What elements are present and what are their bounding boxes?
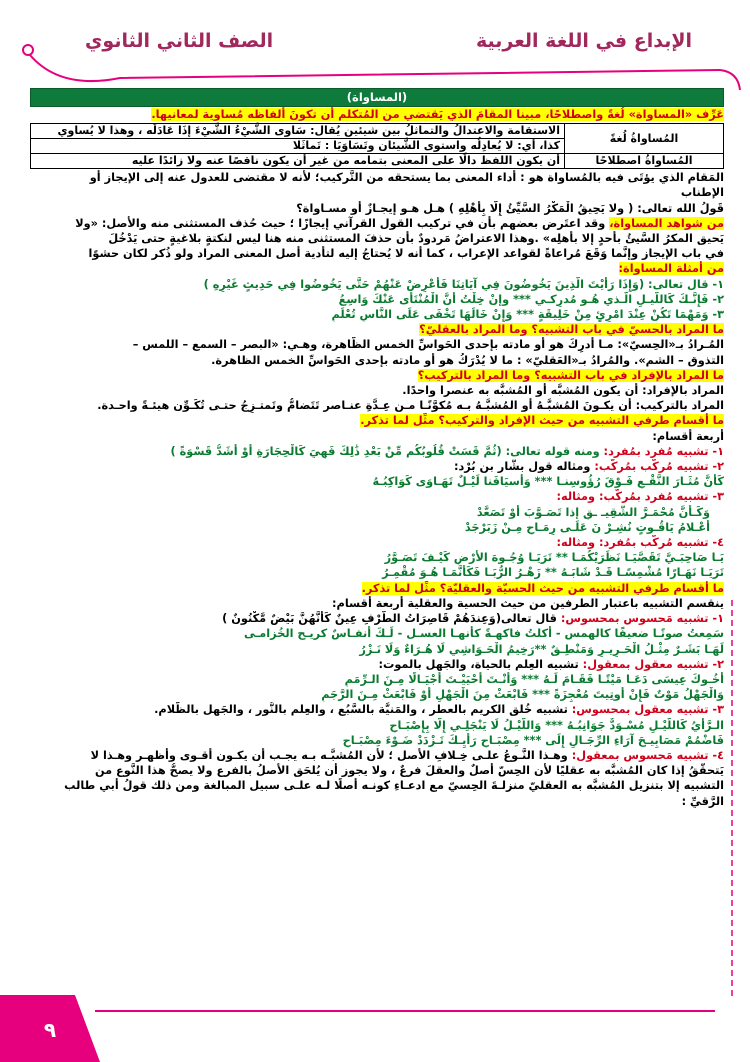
grade-title: الصف الثاني الثانوي — [85, 30, 274, 52]
maqam-line-1: المَقام الذي يؤتَى فيه بالمُساواة هو : أداء المعنى بما يستحقه من التَّركيب؛ لأنه لا مقتضى للعدول عنه إلى الإيجاز أو — [89, 171, 724, 185]
h-type-2-text: تشبيه العِلم بالحياة، والجَهل بالموت: — [378, 657, 583, 671]
maqam-line-2: الإطناب — [680, 186, 724, 200]
type-4-verse-1: يَـا صَاحِبَـيَّ تَقَصَّيَـا نَظَرَيْكُمَـا ** تَرَيَـا وُجُـوهَ الأَرْضِ كَيْـفَ تَصَـوَّرُ — [384, 551, 724, 565]
yanqasim-line: ينقسم التشبيه باعتبار الطرفين من حيث الحسية والعقلية أربعة أقسام: — [332, 596, 724, 610]
book-title: الإبداع في اللغة العربية — [475, 30, 692, 52]
hissi-line-1: المُـرادُ بـ«الحِسيّ»: مـا أُدرِكَ هو أو مادته بإحدى الحَواسِّ الخمس الظَّاهرة، وهـي: «البصر – السمع – اللمس – — [132, 338, 724, 352]
type-2-verse: كَأَنَّ مُثَـارَ النَّقْـعِ فَـوْقَ رُؤُوسِنـا *** وَأَسيَافَنا لَيْـلٌ تَهَـاوَى كَوَاكِبُـهُ — [372, 475, 724, 489]
type-3-verse-2: أَعْـلامُ يَاقُـوتٍ نُشِـرْ نَ عَلَـى رِمَـاحٍ مِـنْ زَبَرْجَدْ — [464, 520, 710, 534]
quran-question: قَولُ الله تعالى: ( ولا يَحِيقُ الْمَكْرُ السَّيِّئُ إِلَّا بِأَهْلِهِ ) هـل هـو إيجـازٌ أو مسـاواة؟ — [296, 201, 724, 215]
h-type-3-label: ٣- تشبيه معقول بمحسوس: — [571, 703, 724, 717]
h-type-1-text: قال تعالى(وَعِندَهُمْ قَاصِرَاتُ الطَّرْفِ عِينٌ كَأَنَّهُنَّ بَيْضٌ مَّكْنُونٌ ) — [222, 612, 561, 626]
term-technical: المُساواةُ اصطلاحًا — [565, 154, 724, 169]
hissi-line-2: التذوق – الشم». والمُرادُ بـ«العَقليّ» : ما لا يُدْرَكُ هو أو مادته بإحدى الحَواسِّ الخمس الظاهرة. — [211, 353, 724, 367]
h-type-2-verse-2: وَالْجَهْلُ مَوْتٌ فَإِنْ أُوتِيتَ مُعْجِزَةً *** فَابْعَثْ مِنَ الْجَهْلِ أَوْ فَابْعَثْ مِـنَ الرَّجَمِ — [321, 688, 724, 702]
h-type-4-line-2: يَتحقَّقُ إذا كان المُشبَّه به عقليًا لأن الحِسّ أصلٌ والعقلَ فرعٌ ، ولا يجوز أن يُلحَق الأصلُ بالفرع ولا يصحُّ هذا النَّوع من — [94, 764, 724, 778]
h-type-1-line-1: سَمِعتُ صوتًـا ضعيفًا كالهمس - أكلتُ فاكهـةً كأنهـا العسـل - لَـكَ أنفـاسٌ كريـح الخُزامـى — [244, 627, 724, 641]
type-1-text: ومنه قوله تعالى: (ثُمَّ قَسَتْ قُلُوبُكُم مِّنْ بَعْدِ ذَٰلِكَ فَهِيَ كَالْحِجَارَةِ أَوْ أَشَدُّ قَسْوَةً ) — [170, 444, 604, 458]
footer-line — [95, 1010, 715, 1012]
definition-linguistic-2: كذا، أي: لا يُعادِلُه واستوى الشَّيئان وتَسَاوَيَا : تَماثَلا — [31, 139, 565, 154]
h-type-1-label: ١- تشبيه مَحسوس بمحسوس: — [560, 612, 724, 626]
shawahid-line-2: يَحيق المكرُ السَّيئُ بأحدٍ إلا بأهلِه» .وهذا الاعتراضُ مَردودٌ بأن حذفَ المستثنى منه هنا ليس لنكتةٍ بلاغيةٍ حتى يَدْخُلَ — [108, 232, 724, 246]
type-2-text: ومثاله قول بشَّار بن بُرْد: — [453, 460, 595, 474]
type-4-label: ٤- تشبيه مُركَّب بمُفرد: ومثاله: — [556, 536, 724, 550]
type-3-label: ٣- تشبيه مُفرد بمُركَّب: ومثاله: — [556, 490, 724, 504]
h-type-1-line-2: لَهَـا بَشَـرٌ مِثْـلُ الْحَـرِيـرِ وَمَنْطِـقٌ **رَخِيمُ الْحَـوَاشِي لَا هُـرَاءٌ وَلَا نَـزْرُ — [359, 642, 724, 656]
shawahid-line-3: في باب الإيجاز وإنَّما وَقَعَ مُراعاةً لقواعد الإعراب ، كما أنه لا يُحتاجُ إليه لتأدية أصل المعنى المراد ولو ذُكر لكان حشوًا — [88, 247, 724, 261]
question-definition: عَرِّف «المساواة» لُغةً واصطلاحًا، مبينا المقامَ الذي يَقتضي من المُتكلم أن تكونَ ألفاظه مُساوية لمعانيها. — [151, 108, 724, 121]
type-1-label: ١- تشبيه مُفرد بمُفرد: — [603, 444, 724, 458]
definition-technical: أن يكون اللفظ دالًا على المعنى بتمامه من غير أن يكون ناقصًا عنه ولا زائدًا عليه — [31, 154, 565, 169]
h-type-4-line-3: التشبيه إلا بتنزيل المُشبَّه به العقليّ منزلـةَ الحِسيّ مع ادعـاءِ كونـه أصلًا لـه علـى سبيل المبالغة ومن ذلك قولُ أبي طالب — [64, 779, 724, 793]
h-type-2-verse-1: أَخُـوكَ عِيسَى دَعَـا مَيْتًـا فَقَـامَ لَـهُ *** وَأَنْـتَ أَحْيَيْـتَ أَجْيَـالًا مِـنَ الـرِّمَمِ — [344, 672, 724, 686]
shawahid-text: وقد اعتَرض بعضهم بأَن في تركيب القول القرآني إيجازًا ؛ حيث حُذف المستثنى منه والأصل: «ولا — [75, 216, 610, 230]
definition-linguistic-1: الاستقامة والاعتدالُ والتماثلُ بين شيئين يُقال: سَاوى الشَّيْءُ الشَّيْءَ إذَا عَادَلَه ، وهذا لا يُساوي — [31, 124, 565, 139]
page-content — [30, 88, 724, 809]
h-type-3-verse-1: الـرَّأْيُ كَاللَّيْـلِ مُسْـوَدٌّ جَوَانِبُـهُ *** وَاللَّيْـلُ لَا يَنْجَلِـي إِلَّا بِإِصْبَـاحِ — [389, 718, 724, 732]
example-1: ١- قال تعالى: (وَإِذَا رَأَيْتَ الَّذِينَ يَخُوضُونَ فِي آيَاتِنَا فَأَعْرِضْ عَنْهُمْ حَتَّى يَخُوضُوا فِي حَدِيثٍ غَيْرِهِ ) — [203, 277, 724, 291]
type-3-verse-1: وَكَـأَنَّ مُحْمَـرَّ الشَّقِيـ ـقِ إذا تَصَـوَّبَ أَوْ تَصَعَّدْ — [476, 505, 710, 519]
question-ifrad: ما المراد بالإفراد في باب التشبيه؟ وما المراد بالتركيب؟ — [417, 368, 724, 382]
arbaa-line: أربعة أقسام: — [652, 429, 724, 443]
h-type-3-text: تشبيه خُلق الكريم بالعطر ، والمَنيَّة بالسَّبُع ، والعِلم بالنُّور ، والجَهل بالظَّلام. — [154, 703, 572, 717]
h-type-3-verse-2: فَاضْمُمْ مَصَابِيـحَ آرَاءِ الرِّجَـالِ إِلَى *** مِصْبَـاحِ رَأْيِـكَ تَـزْدَدْ ضَـوْءَ مِصْبَـاحِ — [342, 733, 724, 747]
term-linguistic: المُساواةُ لُغةً — [565, 124, 724, 154]
example-2: ٢- فَإِنَّـكَ كَاللَّيـلِ الَّـذي هُـو مُدرِكـي *** وإنْ خِلْتُ أَنَّ الْمُنْتَأَى عَنْكَ وَاسِعُ — [338, 292, 724, 306]
ifrad-line: المراد بالإفراد: أن يكون المُشبَّه أو المُشبَّه به عنصرا واحدًا. — [402, 384, 724, 398]
question-hissi: ما المراد بالحسيّ في باب التشبيه؟ وما المراد بالعقليّ؟ — [419, 323, 724, 337]
example-3: ٣- وَمَهْمَا تَكُنْ عِنْدَ امْرِئٍ مِنْ خَلِيقَةٍ *** وَإِنْ خَالَهَا تَخْفَى عَلَى النَّاسِ تُعْلَمِ — [331, 308, 724, 322]
type-4-verse-2: تَرَيَـا نَهَـارًا مُشْمِسًـا قَـدْ شَابَـهُ ** زَهْـرُ الرُّبَـا فَكَأَنَّمَـا هُـوَ مُقْمِـرُ — [382, 566, 724, 580]
h-type-4-line-4: الرَّقيِّ : — [681, 794, 724, 808]
side-decoration — [722, 600, 742, 1000]
page-number: ٩ — [43, 1018, 57, 1042]
question-aqsam-hissi: ما أقسام طرفي التشبيه من حيث الحسيّة والعقليّة؟ مثِّل لما تذكر. — [361, 581, 724, 595]
h-type-2-label: ٢- تشبيه معقول بمعقول: — [582, 657, 724, 671]
tarkib-line: المراد بالتركيب: أن يكـونَ المُشبَّـهُ أو المُشبَّـهُ بـه مُكوَّنًـا مـن عِـدَّةِ عنـاصر تَتَضامُّ وتَمتـزِجُ حتـى تُكَـوِّن هيئـةً واحـدة. — [97, 399, 724, 413]
h-type-4-label: ٤- تشبيه مَحسوس بمعقول: — [571, 748, 724, 762]
shawahid-label: من شواهد المساواة، — [609, 216, 724, 230]
section-banner: (المساواة) — [30, 88, 724, 107]
h-type-4-text: وهـذا النَّـوعُ علـى خِـلافِ الأصل ؛ لأن المُشبَّـه بـه يجـب أن يكـون أقـوى وأظهـر وهـذا لا — [90, 748, 572, 762]
question-aqsam-ifrad: ما أقسام طرفي التشبيه من حيث الإفراد والتركيب؟ مثِّل لما تذكر. — [360, 414, 724, 428]
amthila-label: من أمثلة المساواة: — [618, 262, 724, 276]
type-2-label: ٢- تشبيه مُركَّب بمُركَّب: — [594, 460, 724, 474]
definitions-table — [30, 123, 724, 169]
